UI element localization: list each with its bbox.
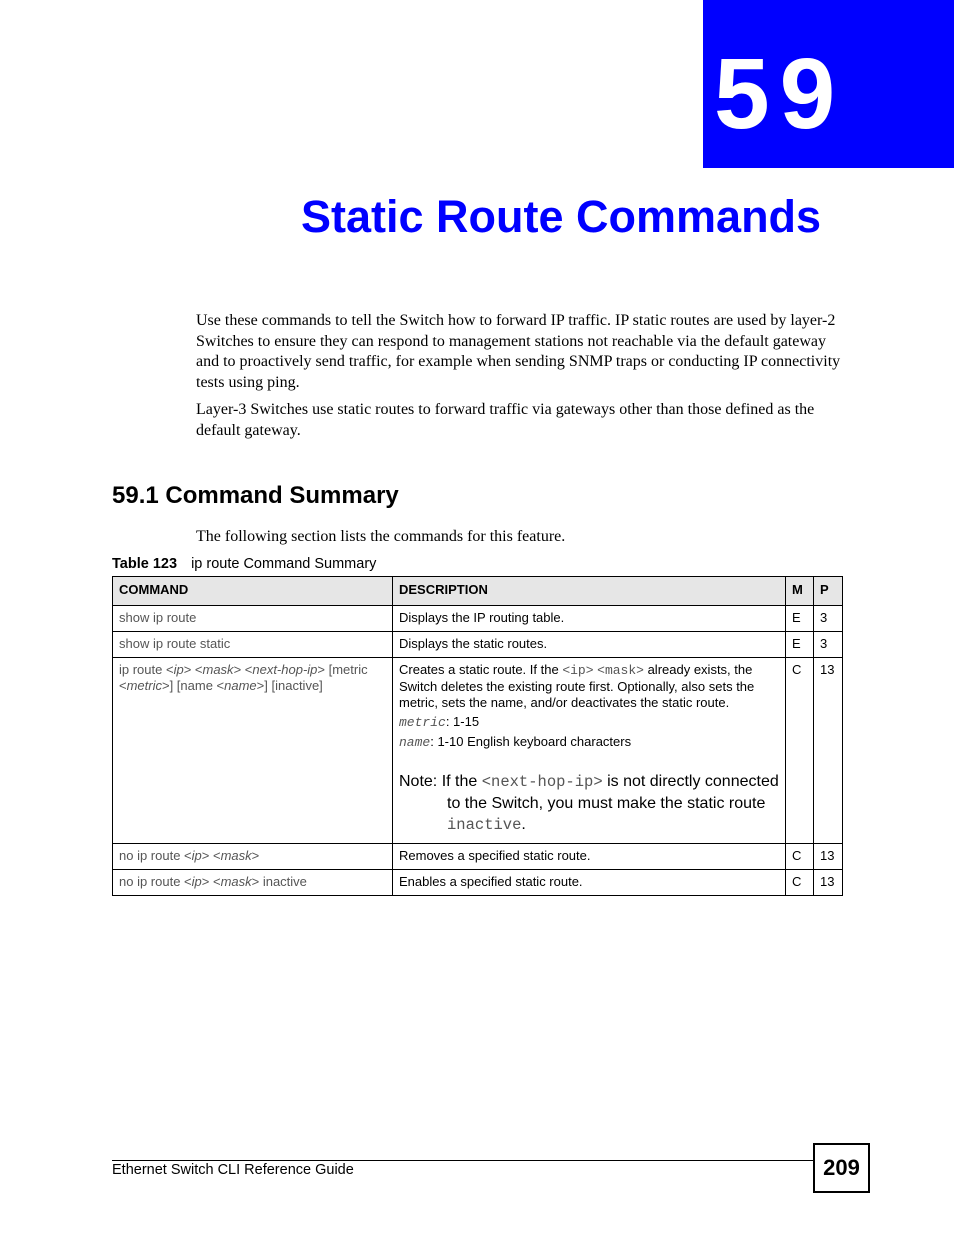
p-cell: 13 bbox=[814, 844, 843, 870]
table-caption-text: ip route Command Summary bbox=[191, 556, 377, 572]
chapter-title: Static Route Commands bbox=[301, 191, 822, 242]
page-number: 209 bbox=[813, 1143, 870, 1193]
table-row bbox=[113, 658, 843, 844]
cmd-param: ip bbox=[173, 662, 184, 677]
command-cell bbox=[113, 844, 393, 870]
p-cell: 13 bbox=[814, 658, 843, 844]
command-cell: show ip route static bbox=[113, 632, 393, 658]
chapter-number: 59 bbox=[714, 38, 846, 150]
m-cell: C bbox=[786, 870, 814, 896]
description-cell: Removes a specified static route. bbox=[393, 844, 786, 870]
description-cell: Enables a specified static route. bbox=[393, 870, 786, 896]
footer-guide-title: Ethernet Switch CLI Reference Guide bbox=[112, 1162, 354, 1178]
cmd-text: > [metric < bbox=[119, 662, 368, 693]
note-code: <next-hop-ip> bbox=[481, 773, 603, 791]
table-row bbox=[113, 870, 843, 896]
desc-text: : 1-15 bbox=[445, 714, 480, 729]
footer-divider bbox=[112, 1160, 814, 1161]
command-summary-table bbox=[112, 576, 843, 896]
name-line bbox=[399, 734, 779, 751]
cmd-param: mask bbox=[220, 874, 252, 889]
desc-text: Creates a static route. If the bbox=[399, 662, 563, 677]
desc-code: <ip> bbox=[562, 663, 594, 678]
cmd-param: ip bbox=[191, 874, 202, 889]
command-cell bbox=[113, 658, 393, 844]
command-cell bbox=[113, 870, 393, 896]
desc-code: metric bbox=[399, 715, 446, 730]
m-cell: C bbox=[786, 844, 814, 870]
cmd-text: > inactive bbox=[251, 874, 307, 889]
desc-code: <mask> bbox=[597, 663, 644, 678]
intro-paragraph-1: Use these commands to tell the Switch how to forward IP traffic. IP static routes are used by layer-2 Switches to ensure they can respond to management stations not reachable via the default gateway and to proactively send traffic, for example when sending SNMP traps or conducting IP connectivity tests using ping. bbox=[196, 312, 841, 391]
cmd-text: no ip route < bbox=[119, 848, 192, 863]
desc-text: already exists, the Switch deletes the existing route first. Optionally, also sets the metric, sets the name, and/or deactivates the static route. bbox=[399, 662, 755, 710]
table-caption bbox=[112, 556, 376, 572]
section-heading: 59.1 Command Summary bbox=[112, 482, 399, 509]
table-row bbox=[113, 844, 843, 870]
cmd-text: > bbox=[251, 848, 260, 863]
note-code: inactive bbox=[447, 816, 522, 834]
cmd-param: name bbox=[224, 678, 257, 693]
section-lead: The following section lists the commands for this feature. bbox=[196, 528, 566, 545]
intro-paragraph-2: Layer-3 Switches use static routes to forward traffic via gateways other than those defined as the default gateway. bbox=[196, 401, 815, 439]
table-row bbox=[113, 606, 843, 632]
cmd-text: ip route < bbox=[119, 662, 174, 677]
description-cell bbox=[393, 658, 786, 844]
cmd-param: mask bbox=[202, 662, 234, 677]
note-text: . bbox=[521, 816, 526, 833]
cmd-text: >] [name < bbox=[161, 678, 225, 693]
p-cell: 3 bbox=[814, 606, 843, 632]
note bbox=[399, 771, 779, 836]
description-cell: Displays the static routes. bbox=[393, 632, 786, 658]
cmd-text: > < bbox=[201, 874, 221, 889]
cmd-param: metric bbox=[126, 678, 162, 693]
cmd-param: next-hop-ip bbox=[252, 662, 318, 677]
note-text: is not directly connected to the Switch, you must make the static route bbox=[447, 773, 779, 812]
header-m: M bbox=[786, 577, 814, 606]
header-description: DESCRIPTION bbox=[393, 577, 786, 606]
header-p: P bbox=[814, 577, 843, 606]
cmd-param: ip bbox=[191, 848, 202, 863]
m-cell: E bbox=[786, 606, 814, 632]
note-text: Note: If the bbox=[399, 773, 482, 790]
cmd-text: > < bbox=[201, 848, 221, 863]
m-cell: C bbox=[786, 658, 814, 844]
m-cell: E bbox=[786, 632, 814, 658]
header-command: COMMAND bbox=[113, 577, 393, 606]
description-cell: Displays the IP routing table. bbox=[393, 606, 786, 632]
table-header-row bbox=[113, 577, 843, 606]
cmd-text: > < bbox=[183, 662, 203, 677]
desc-text: : 1-10 English keyboard characters bbox=[430, 734, 632, 749]
cmd-param: mask bbox=[220, 848, 252, 863]
table-label: Table 123 bbox=[112, 556, 178, 572]
p-cell: 13 bbox=[814, 870, 843, 896]
desc-code: name bbox=[399, 735, 431, 750]
p-cell: 3 bbox=[814, 632, 843, 658]
cmd-text: no ip route < bbox=[119, 874, 192, 889]
cmd-text: >] [inactive] bbox=[256, 678, 323, 693]
command-cell: show ip route bbox=[113, 606, 393, 632]
table-row bbox=[113, 632, 843, 658]
metric-line bbox=[399, 714, 779, 731]
cmd-text: > < bbox=[233, 662, 253, 677]
